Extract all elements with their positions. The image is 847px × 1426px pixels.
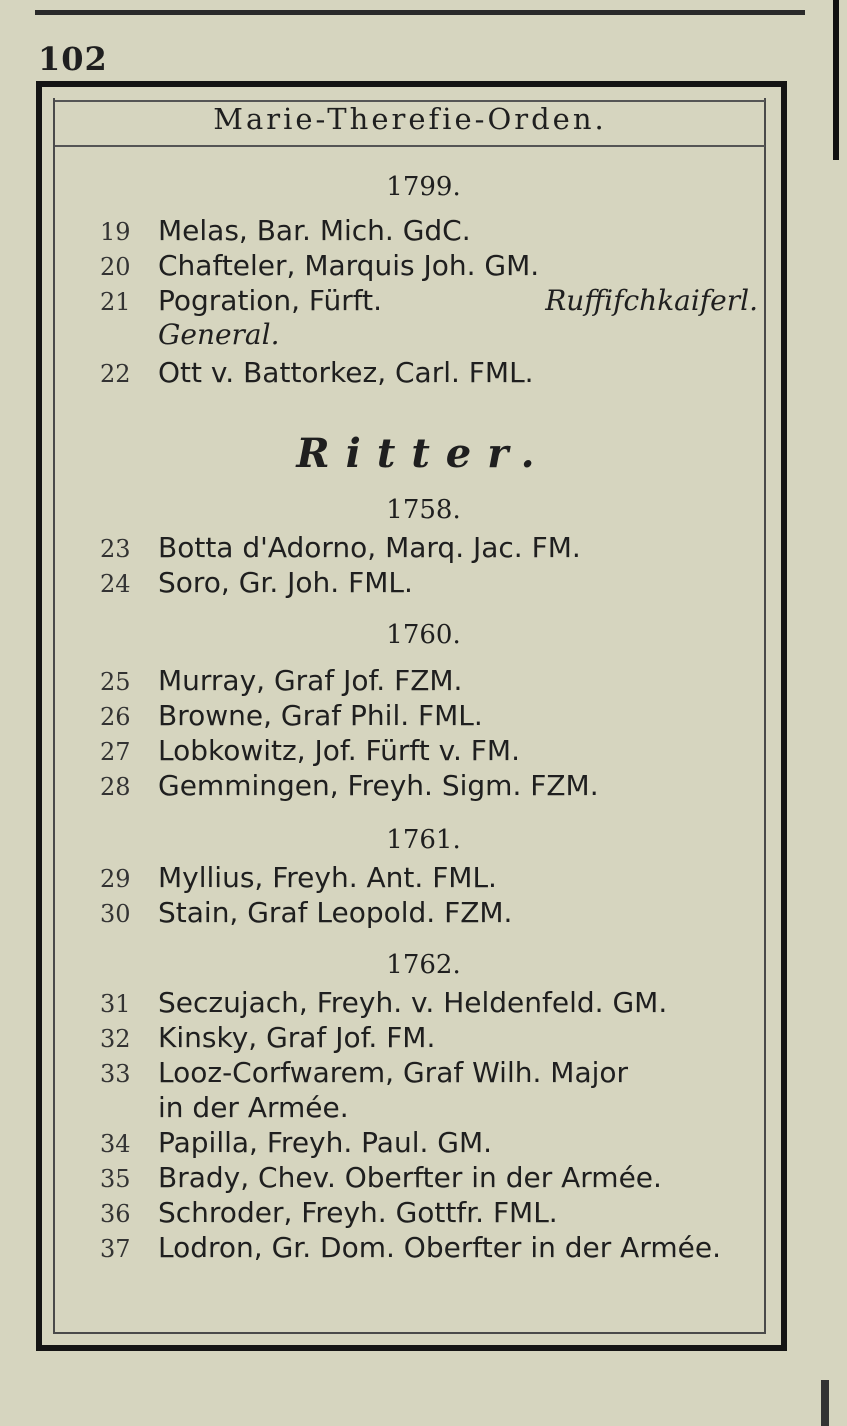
entry-text: Lodron, Gr. Dom. Oberfter in der Armée. xyxy=(158,1231,721,1264)
year-heading: 1758. xyxy=(386,495,461,525)
entry-number: 37 xyxy=(100,1235,131,1263)
entry-text: Schroder, Freyh. Gottfr. FML. xyxy=(158,1196,558,1229)
entry-number: 28 xyxy=(100,773,131,801)
list-item xyxy=(100,769,760,802)
entry-number: 30 xyxy=(100,900,131,928)
list-item xyxy=(100,896,760,929)
year-heading: 1799. xyxy=(386,172,461,202)
list-item xyxy=(100,1021,760,1054)
page-header: Marie-Therefie-Orden. xyxy=(213,102,607,136)
entry-text: Gemmingen, Freyh. Sigm. FZM. xyxy=(158,769,599,802)
entry-text: Ott v. Battorkez, Carl. FML. xyxy=(158,356,534,389)
entry-number: 22 xyxy=(100,360,131,388)
entry-text: Brady, Chev. Oberfter in der Armée. xyxy=(158,1161,662,1194)
entry-number: 31 xyxy=(100,990,131,1018)
entry-text: Kinsky, Graf Jof. FM. xyxy=(158,1021,436,1054)
entry-number: 33 xyxy=(100,1060,131,1088)
entry-number: 21 xyxy=(100,288,131,316)
entry-number: 25 xyxy=(100,668,131,696)
entry-number: 24 xyxy=(100,570,131,598)
list-item xyxy=(100,1196,760,1229)
entry-note: Ruffifchkaiferl. xyxy=(545,284,758,317)
entry-number: 35 xyxy=(100,1165,131,1193)
list-item xyxy=(100,1161,760,1194)
entry-text: Murray, Graf Jof. FZM. xyxy=(158,664,463,697)
list-item xyxy=(100,566,760,599)
entry-text: Melas, Bar. Mich. GdC. xyxy=(158,214,471,247)
entry-text: Chafteler, Marquis Joh. GM. xyxy=(158,249,540,282)
entry-number: 23 xyxy=(100,535,131,563)
entry-text: Seczujach, Freyh. v. Heldenfeld. GM. xyxy=(158,986,668,1019)
year-heading: 1760. xyxy=(386,620,461,650)
list-item xyxy=(100,531,760,564)
entry-number: 26 xyxy=(100,703,131,731)
list-item xyxy=(100,356,760,389)
entry-number: 29 xyxy=(100,865,131,893)
entry-text: Looz-Corfwarem, Graf Wilh. Major xyxy=(158,1056,629,1089)
list-item xyxy=(100,1231,760,1264)
list-item xyxy=(100,284,760,317)
entry-continuation: General. xyxy=(158,318,280,351)
entry-number: 19 xyxy=(100,218,131,246)
entry-number: 32 xyxy=(100,1025,131,1053)
entry-text: Browne, Graf Phil. FML. xyxy=(158,699,483,732)
entry-text: Myllius, Freyh. Ant. FML. xyxy=(158,861,497,894)
list-item xyxy=(100,1056,760,1089)
entry-text: Lobkowitz, Jof. Fürft v. FM. xyxy=(158,734,520,767)
entry-text: Pogration, Fürft. xyxy=(158,284,382,317)
section-title: Ritter. xyxy=(296,430,551,477)
header-bottom-rule xyxy=(55,145,765,147)
entry-text: Botta d'Adorno, Marq. Jac. FM. xyxy=(158,531,581,564)
list-item xyxy=(100,249,760,282)
entry-continuation: in der Armée. xyxy=(158,1091,349,1124)
entry-number: 27 xyxy=(100,738,131,766)
entry-number: 20 xyxy=(100,253,131,281)
list-item xyxy=(100,734,760,767)
page-number: 102 xyxy=(38,40,108,78)
entry-number: 34 xyxy=(100,1130,131,1158)
entry-text: Soro, Gr. Joh. FML. xyxy=(158,566,413,599)
year-heading: 1761. xyxy=(386,825,461,855)
list-item xyxy=(100,986,760,1019)
year-heading: 1762. xyxy=(386,950,461,980)
right-edge-rule-bottom xyxy=(821,1380,829,1426)
top-edge-rule xyxy=(35,10,805,15)
list-item xyxy=(100,699,760,732)
list-item xyxy=(100,214,760,247)
entry-text: Stain, Graf Leopold. FZM. xyxy=(158,896,513,929)
right-edge-rule xyxy=(833,0,839,160)
entry-number: 36 xyxy=(100,1200,131,1228)
list-item xyxy=(100,1126,760,1159)
entry-text: Papilla, Freyh. Paul. GM. xyxy=(158,1126,493,1159)
list-item xyxy=(100,861,760,894)
list-item xyxy=(100,664,760,697)
